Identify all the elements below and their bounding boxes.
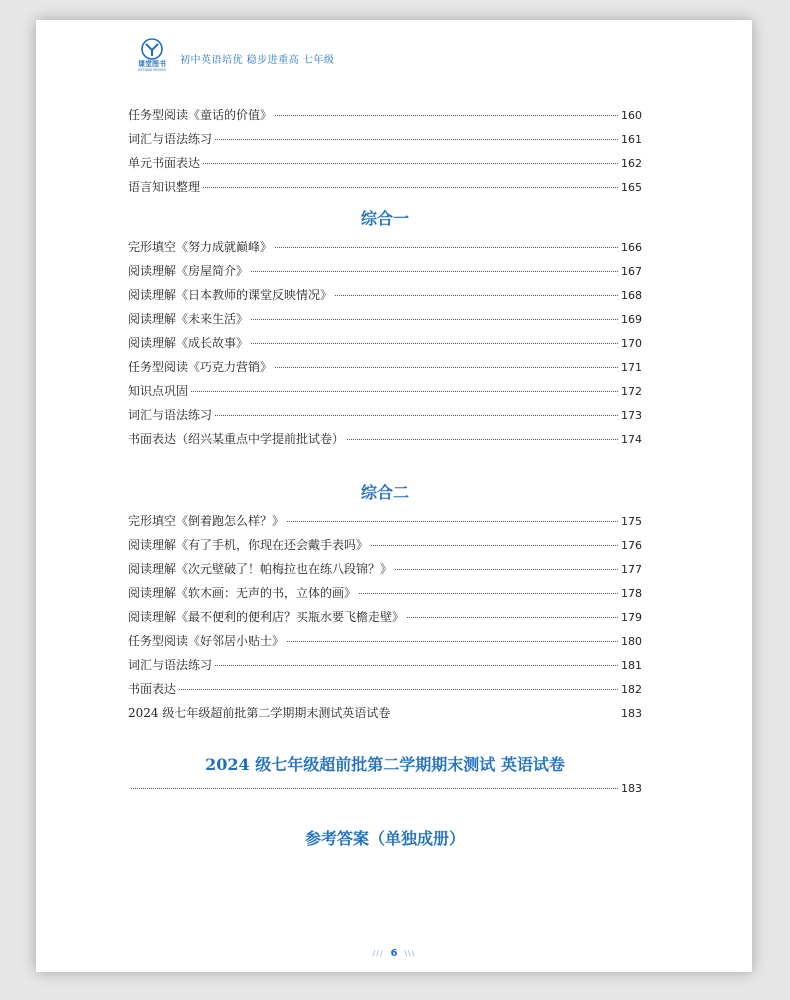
- dot-leader: [335, 295, 618, 296]
- toc-entry-title: 阅读理解《最不便利的便利店？买瓶水要飞檐走壁》: [128, 610, 405, 624]
- exam-heading: 2024 级七年级超前批第二学期期末测试 英语试卷: [205, 755, 565, 774]
- toc-entry[interactable]: [128, 130, 642, 147]
- toc-entry-page: 168: [621, 289, 642, 302]
- toc-entry[interactable]: [128, 238, 642, 255]
- toc-entry-page: 183: [621, 782, 642, 795]
- dot-leader: [251, 343, 618, 344]
- publisher-logo: [132, 38, 172, 78]
- toc-entry-page: 183: [621, 707, 642, 720]
- dot-leader: [251, 271, 618, 272]
- section-heading: 综合一: [360, 209, 409, 228]
- dot-leader: [191, 391, 618, 392]
- logo-emblem-icon: [141, 38, 163, 60]
- toc-entry-title: 任务型阅读《好邻居小贴士》: [128, 634, 285, 648]
- toc-entry-page: 180: [621, 635, 642, 648]
- toc-entry-page: 177: [621, 563, 642, 576]
- toc-entry-page: 170: [621, 337, 642, 350]
- toc-entry-title: 书面表达: [128, 682, 177, 696]
- page-header: [132, 38, 334, 78]
- toc-entry-page: 160: [621, 109, 642, 122]
- toc-entry[interactable]: [128, 656, 642, 673]
- document-page: [36, 20, 752, 972]
- dot-leader: [347, 439, 618, 440]
- toc-entry-title: 完形填空《努力成就巅峰》: [128, 240, 273, 254]
- toc-entry[interactable]: [128, 406, 642, 423]
- toc-entry-page: 181: [621, 659, 642, 672]
- toc-entry[interactable]: [128, 178, 642, 195]
- page-number: 6: [390, 948, 398, 959]
- toc-entry[interactable]: [128, 358, 642, 375]
- toc-entry-title: 书面表达（绍兴某重点中学提前批试卷）: [128, 432, 345, 446]
- dot-leader: [251, 319, 618, 320]
- dot-leader: [371, 545, 618, 546]
- dot-leader: [179, 689, 618, 690]
- dot-leader: [395, 569, 618, 570]
- logo-subtitle: KETANG BOOKS: [138, 68, 166, 72]
- toc-entry-title: 阅读理解《未来生活》: [128, 312, 249, 326]
- toc-entry[interactable]: [128, 262, 642, 279]
- toc-entry-title: 完形填空《倒着跑怎么样？》: [128, 514, 285, 528]
- dot-leader: [275, 367, 618, 368]
- dot-leader: [131, 788, 618, 789]
- dot-leader: [215, 665, 618, 666]
- toc-entry-title: 词汇与语法练习: [128, 408, 213, 422]
- toc-entry-page: 166: [621, 241, 642, 254]
- dot-leader: [215, 415, 618, 416]
- toc-entry[interactable]: [128, 310, 642, 327]
- dot-leader: [275, 247, 618, 248]
- toc-entry[interactable]: [128, 334, 642, 351]
- toc-entry-page: 165: [621, 181, 642, 194]
- toc-entry[interactable]: [128, 154, 642, 171]
- toc-entry[interactable]: [128, 680, 642, 697]
- dot-leader: [203, 163, 618, 164]
- toc-entry-title: 任务型阅读《童话的价值》: [128, 108, 273, 122]
- dot-leader: [407, 617, 618, 618]
- toc-entry-title: 阅读理解《次元壁破了！帕梅拉也在练八段锦？》: [128, 562, 393, 576]
- section-heading: 综合二: [360, 483, 409, 502]
- toc-entry-title: 词汇与语法练习: [128, 658, 213, 672]
- toc-entry-title: 单元书面表达: [128, 156, 201, 170]
- toc-entry[interactable]: [128, 782, 642, 795]
- toc-entry-page: 161: [621, 133, 642, 146]
- toc-entry-page: 162: [621, 157, 642, 170]
- toc-entry[interactable]: [128, 536, 642, 553]
- toc-entry[interactable]: [128, 512, 642, 529]
- toc-entry-page: 179: [621, 611, 642, 624]
- dot-leader: [203, 187, 618, 188]
- toc-entry-title: 阅读理解《软木画：无声的书，立体的画》: [128, 586, 357, 600]
- toc-entry[interactable]: [128, 382, 642, 399]
- page-footer: [36, 948, 752, 959]
- toc-entry[interactable]: [128, 106, 642, 123]
- dot-leader: [287, 521, 618, 522]
- toc-entry-page: 176: [621, 539, 642, 552]
- toc-entry-title: 阅读理解《房屋简介》: [128, 264, 249, 278]
- toc-entry-title: 知识点巩固: [128, 384, 189, 398]
- toc-entry[interactable]: [128, 632, 642, 649]
- toc-entry[interactable]: [128, 286, 642, 303]
- toc-entry-title: 阅读理解《有了手机，你现在还会戴手表吗》: [128, 538, 369, 552]
- toc-entry-title: 任务型阅读《巧克力营销》: [128, 360, 273, 374]
- toc-entry-title: 2024 级七年级超前批第二学期期末测试英语试卷: [128, 706, 391, 720]
- toc-entry-title: 阅读理解《日本教师的课堂反映情况》: [128, 288, 333, 302]
- toc-entry-page: 182: [621, 683, 642, 696]
- toc-entry-title: 语言知识整理: [128, 180, 201, 194]
- dot-leader: [275, 115, 618, 116]
- toc-entry-page: 169: [621, 313, 642, 326]
- toc-entry[interactable]: [128, 430, 642, 447]
- toc-entry-page: 178: [621, 587, 642, 600]
- toc-entry[interactable]: [128, 584, 642, 601]
- dot-leader: [215, 139, 618, 140]
- toc-entry-title: 阅读理解《成长故事》: [128, 336, 249, 350]
- toc-entry-page: 175: [621, 515, 642, 528]
- toc-entry-page: 172: [621, 385, 642, 398]
- logo-name: 课堂图书: [138, 60, 166, 68]
- toc-entry-page: 173: [621, 409, 642, 422]
- toc-entry-page: 174: [621, 433, 642, 446]
- footer-left-marks: ///: [372, 949, 384, 958]
- toc-entry[interactable]: [128, 560, 642, 577]
- header-tagline: 初中英语培优 稳步进重高 七年级: [180, 54, 335, 66]
- toc-entry-title: 词汇与语法练习: [128, 132, 213, 146]
- toc-entry[interactable]: [128, 704, 642, 721]
- toc-entry[interactable]: [128, 608, 642, 625]
- dot-leader: [359, 593, 618, 594]
- toc-entry-page: 167: [621, 265, 642, 278]
- answers-heading: 参考答案（单独成册）: [304, 829, 465, 848]
- toc-entry-page: 171: [621, 361, 642, 374]
- footer-right-marks: \\\: [404, 949, 416, 958]
- dot-leader: [287, 641, 618, 642]
